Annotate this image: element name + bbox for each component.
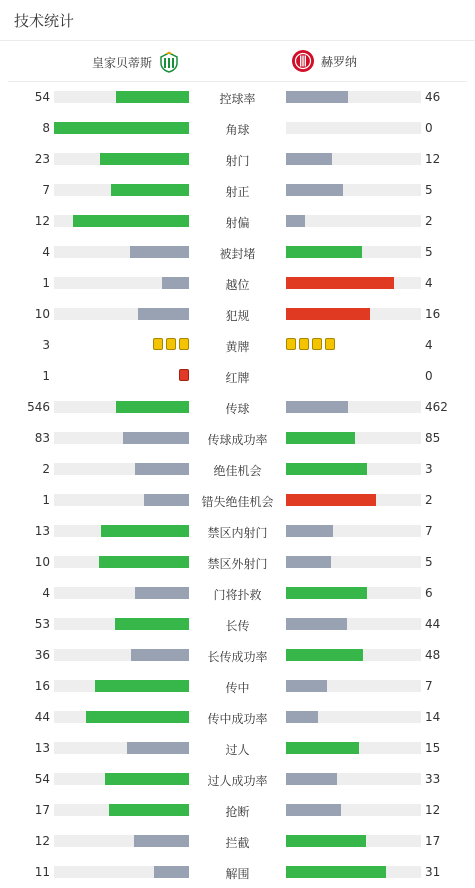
stat-label: 射正 — [225, 185, 250, 199]
home-value: 1 — [42, 276, 50, 290]
home-bar — [54, 773, 189, 785]
home-value: 12 — [34, 214, 50, 228]
away-bar — [286, 711, 421, 723]
home-bar — [54, 587, 189, 599]
away-value: 33 — [425, 772, 441, 786]
home-value: 1 — [42, 369, 50, 383]
stat-label: 长传成功率 — [207, 650, 268, 664]
home-bar-fill — [95, 680, 190, 692]
home-bar — [54, 525, 189, 537]
away-value: 0 — [425, 121, 433, 135]
betis-crest-icon — [158, 51, 180, 73]
home-value: 53 — [34, 617, 50, 631]
away-value: 5 — [425, 183, 433, 197]
away-value: 31 — [425, 865, 441, 879]
stat-label: 抢断 — [225, 805, 250, 819]
away-bar-fill — [286, 494, 376, 506]
home-bar — [54, 184, 189, 196]
away-bar — [286, 525, 421, 537]
away-bar — [286, 184, 421, 196]
home-bar-fill — [131, 649, 189, 661]
away-bar-fill — [286, 463, 367, 475]
home-bar-fill — [100, 153, 189, 165]
yellow-card-icon — [179, 338, 189, 350]
stat-label: 角球 — [225, 123, 250, 137]
home-value: 13 — [34, 524, 50, 538]
away-value: 85 — [425, 431, 441, 445]
stat-row — [0, 546, 475, 577]
stat-label: 绝佳机会 — [213, 464, 262, 478]
away-value: 12 — [425, 803, 441, 817]
stat-label: 黄牌 — [225, 340, 250, 354]
stat-row — [0, 732, 475, 763]
away-bar-fill — [286, 649, 363, 661]
away-value: 17 — [425, 834, 441, 848]
stat-row — [0, 391, 475, 422]
away-bar-fill — [286, 773, 337, 785]
yellow-card-icon — [299, 338, 309, 350]
home-bar — [54, 680, 189, 692]
home-value: 36 — [34, 648, 50, 662]
away-value: 2 — [425, 214, 433, 228]
stat-row — [0, 143, 475, 174]
stat-row — [0, 639, 475, 670]
stat-label: 解围 — [225, 867, 250, 881]
away-bar — [286, 401, 421, 413]
stat-row — [0, 298, 475, 329]
away-team[interactable] — [291, 49, 357, 73]
home-value: 13 — [34, 741, 50, 755]
yellow-card-icon — [312, 338, 322, 350]
away-bar — [286, 866, 421, 878]
girona-crest-icon — [291, 49, 315, 73]
home-bar-fill — [99, 556, 189, 568]
away-bar-fill — [286, 246, 362, 258]
away-value: 5 — [425, 245, 433, 259]
home-bar — [54, 463, 189, 475]
away-value: 46 — [425, 90, 441, 104]
home-value: 3 — [42, 338, 50, 352]
away-bar-fill — [286, 618, 347, 630]
home-bar — [54, 432, 189, 444]
home-bar-fill — [115, 618, 189, 630]
home-team-name: 皇家贝蒂斯 — [91, 55, 152, 70]
yellow-card-icon — [325, 338, 335, 350]
away-value: 48 — [425, 648, 441, 662]
stat-label: 过人 — [225, 743, 250, 757]
away-bar — [286, 804, 421, 816]
home-value: 7 — [42, 183, 50, 197]
home-value: 2 — [42, 462, 50, 476]
away-value: 4 — [425, 338, 433, 352]
home-value: 4 — [42, 245, 50, 259]
stat-row — [0, 360, 475, 391]
home-value: 4 — [42, 586, 50, 600]
stat-row — [0, 701, 475, 732]
stat-label: 传中成功率 — [207, 712, 268, 726]
page-header — [0, 0, 475, 41]
home-value: 8 — [42, 121, 50, 135]
away-value: 3 — [425, 462, 433, 476]
stat-row — [0, 81, 475, 112]
stat-row — [0, 577, 475, 608]
home-value: 1 — [42, 493, 50, 507]
away-value: 14 — [425, 710, 441, 724]
home-value: 17 — [34, 803, 50, 817]
home-value: 16 — [34, 679, 50, 693]
home-value: 83 — [34, 431, 50, 445]
home-value: 10 — [34, 555, 50, 569]
home-bar-fill — [101, 525, 189, 537]
away-bar-fill — [286, 525, 333, 537]
home-value: 23 — [34, 152, 50, 166]
home-bar-fill — [54, 122, 189, 134]
stat-row — [0, 205, 475, 236]
stat-label: 拦截 — [225, 836, 250, 850]
stat-row — [0, 329, 475, 360]
away-bar — [286, 432, 421, 444]
away-bar-fill — [286, 277, 394, 289]
away-bar — [286, 680, 421, 692]
stat-row — [0, 856, 475, 887]
stat-row — [0, 174, 475, 205]
away-value: 5 — [425, 555, 433, 569]
stat-label: 射门 — [225, 154, 250, 168]
away-bar — [286, 463, 421, 475]
away-bar-fill — [286, 432, 355, 444]
home-bar — [54, 246, 189, 258]
away-value: 4 — [425, 276, 433, 290]
stat-label: 犯规 — [225, 309, 250, 323]
home-bar — [54, 494, 189, 506]
home-bar — [54, 308, 189, 320]
away-bar-fill — [286, 711, 318, 723]
away-bar-fill — [286, 91, 348, 103]
home-bar — [54, 153, 189, 165]
away-bar-fill — [286, 680, 327, 692]
home-bar — [54, 401, 189, 413]
away-value: 0 — [425, 369, 433, 383]
red-card-icon — [179, 369, 189, 381]
stat-label: 传球 — [225, 402, 250, 416]
away-value: 6 — [425, 586, 433, 600]
home-bar-fill — [105, 773, 189, 785]
away-cards — [286, 338, 335, 350]
stat-row — [0, 453, 475, 484]
home-value: 54 — [34, 90, 50, 104]
home-bar-fill — [127, 742, 189, 754]
away-value: 16 — [425, 307, 441, 321]
stat-label: 错失绝佳机会 — [201, 495, 274, 509]
stats-list — [0, 81, 475, 887]
stat-label: 门将扑救 — [213, 588, 262, 602]
page-title: 技术统计 — [14, 12, 75, 30]
away-bar — [286, 494, 421, 506]
away-bar-fill — [286, 835, 366, 847]
home-bar — [54, 556, 189, 568]
away-bar — [286, 618, 421, 630]
stat-label: 长传 — [225, 619, 250, 633]
stat-row — [0, 825, 475, 856]
home-bar-fill — [86, 711, 189, 723]
stat-label: 越位 — [225, 278, 250, 292]
away-bar-fill — [286, 587, 367, 599]
stat-row — [0, 608, 475, 639]
home-value: 11 — [34, 865, 50, 879]
home-bar-fill — [134, 835, 189, 847]
home-value: 44 — [34, 710, 50, 724]
away-bar — [286, 556, 421, 568]
home-value: 12 — [34, 834, 50, 848]
away-value: 7 — [425, 679, 433, 693]
away-bar — [286, 773, 421, 785]
stat-label: 射偏 — [225, 216, 250, 230]
home-cards — [153, 338, 189, 350]
away-bar-fill — [286, 401, 348, 413]
yellow-card-icon — [166, 338, 176, 350]
stat-row — [0, 267, 475, 298]
home-bar-fill — [162, 277, 189, 289]
away-bar-fill — [286, 556, 331, 568]
away-bar — [286, 835, 421, 847]
stat-row — [0, 484, 475, 515]
away-bar — [286, 246, 421, 258]
home-value: 546 — [27, 400, 50, 414]
stat-row — [0, 112, 475, 143]
away-bar — [286, 742, 421, 754]
home-bar-fill — [154, 866, 189, 878]
stat-row — [0, 794, 475, 825]
stat-label: 禁区外射门 — [207, 557, 268, 571]
home-bar — [54, 277, 189, 289]
stat-label: 过人成功率 — [207, 774, 268, 788]
away-bar — [286, 277, 421, 289]
home-bar — [54, 711, 189, 723]
away-bar — [286, 153, 421, 165]
away-value: 7 — [425, 524, 433, 538]
home-bar — [54, 742, 189, 754]
home-bar-fill — [116, 401, 189, 413]
stat-row — [0, 236, 475, 267]
home-bar-fill — [111, 184, 189, 196]
stat-label: 被封堵 — [219, 247, 256, 261]
stat-row — [0, 515, 475, 546]
home-bar — [54, 804, 189, 816]
home-value: 54 — [34, 772, 50, 786]
away-bar-fill — [286, 742, 359, 754]
away-value: 12 — [425, 152, 441, 166]
home-bar — [54, 122, 189, 134]
home-bar-fill — [109, 804, 189, 816]
away-bar-fill — [286, 308, 370, 320]
home-bar-fill — [135, 587, 189, 599]
teams-header — [8, 41, 467, 82]
away-bar — [286, 91, 421, 103]
home-bar — [54, 835, 189, 847]
home-bar — [54, 215, 189, 227]
home-bar-fill — [138, 308, 189, 320]
home-bar-fill — [130, 246, 189, 258]
away-bar-fill — [286, 153, 332, 165]
home-bar-fill — [123, 432, 189, 444]
home-bar-fill — [135, 463, 189, 475]
away-value: 44 — [425, 617, 441, 631]
home-value: 10 — [34, 307, 50, 321]
home-cards — [179, 369, 189, 381]
stat-label: 传球成功率 — [207, 433, 268, 447]
away-bar — [286, 649, 421, 661]
away-value: 15 — [425, 741, 441, 755]
home-team[interactable] — [92, 51, 180, 73]
away-bar — [286, 122, 421, 134]
home-bar-fill — [73, 215, 189, 227]
home-bar — [54, 91, 189, 103]
away-team-name: 赫罗纳 — [321, 54, 358, 69]
home-bar-fill — [116, 91, 189, 103]
away-bar — [286, 308, 421, 320]
home-bar — [54, 649, 189, 661]
yellow-card-icon — [153, 338, 163, 350]
yellow-card-icon — [286, 338, 296, 350]
away-value: 2 — [425, 493, 433, 507]
stat-label: 红牌 — [225, 371, 250, 385]
away-bar — [286, 215, 421, 227]
home-bar-fill — [144, 494, 189, 506]
stat-label: 传中 — [225, 681, 250, 695]
stat-row — [0, 422, 475, 453]
home-bar — [54, 618, 189, 630]
home-bar — [54, 866, 189, 878]
stat-label: 禁区内射门 — [207, 526, 268, 540]
away-bar-fill — [286, 215, 305, 227]
stat-row — [0, 763, 475, 794]
stat-row — [0, 670, 475, 701]
stat-label: 控球率 — [219, 92, 256, 106]
away-bar-fill — [286, 866, 386, 878]
away-bar-fill — [286, 804, 341, 816]
away-bar-fill — [286, 184, 343, 196]
away-value: 462 — [425, 400, 448, 414]
away-bar — [286, 587, 421, 599]
